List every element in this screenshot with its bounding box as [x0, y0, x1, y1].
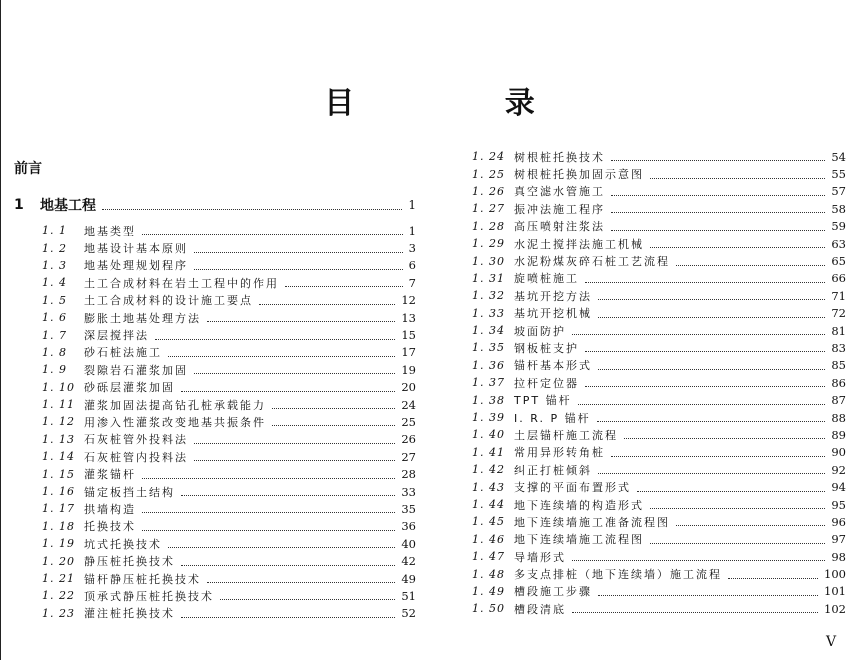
entry-number: 1. 47	[472, 550, 505, 564]
entry-page: 12	[401, 293, 416, 308]
entry-number: 1. 29	[472, 237, 505, 251]
entry-page: 65	[831, 254, 846, 269]
leader-dots	[572, 326, 825, 335]
leader-dots	[585, 274, 825, 283]
toc-entry	[472, 218, 846, 235]
entry-number: 1. 26	[472, 184, 505, 198]
entry-number: 1. 34	[472, 324, 505, 338]
toc-entry	[472, 322, 846, 339]
leader-dots	[285, 278, 403, 287]
toc-entry	[42, 587, 416, 604]
entry-page: 24	[401, 397, 416, 412]
entry-label: 裂隙岩石灌浆加固	[84, 363, 188, 377]
toc-entry	[42, 379, 416, 396]
leader-dots	[181, 557, 395, 566]
entry-label: 地下连续墙的构造形式	[514, 498, 644, 512]
toc-entry	[42, 396, 416, 413]
leader-dots	[611, 152, 825, 161]
leader-dots	[572, 604, 818, 613]
toc-entry	[42, 500, 416, 517]
toc-entry	[42, 518, 416, 535]
entry-page: 51	[401, 588, 416, 603]
entry-page: 97	[831, 532, 846, 547]
toc-entry	[472, 496, 846, 513]
entry-number: 1. 33	[472, 306, 505, 320]
entry-number: 1. 42	[472, 463, 505, 477]
entry-page: 3	[408, 241, 416, 256]
entry-page: 57	[831, 184, 846, 199]
entry-label: 锚定板挡土结构	[84, 485, 175, 499]
entry-page: 1	[408, 223, 416, 238]
leader-dots	[650, 500, 825, 509]
toc-entry	[42, 431, 416, 448]
leader-dots	[676, 257, 825, 266]
leader-dots	[637, 483, 825, 492]
toc-entry	[42, 535, 416, 552]
entry-number: 1. 9	[42, 363, 67, 377]
leader-dots	[207, 313, 395, 322]
entry-page: 87	[831, 393, 846, 408]
entry-page: 81	[831, 323, 846, 338]
entry-page: 36	[401, 519, 416, 534]
chapter-heading	[14, 195, 416, 215]
toc-entry	[42, 570, 416, 587]
entry-label: 树根桩托换加固示意图	[514, 168, 644, 182]
chapter-page: 1	[408, 198, 416, 212]
entry-number: 1. 39	[472, 411, 505, 425]
entry-label: 土工合成材料的设计施工要点	[84, 294, 253, 308]
leader-dots	[578, 396, 826, 405]
toc-entry	[472, 165, 846, 182]
entry-number: 1. 50	[472, 602, 505, 616]
leader-dots	[259, 296, 395, 305]
entry-number: 1. 43	[472, 480, 505, 494]
entry-label: 用渗入性灌浆改变地基共振条件	[84, 415, 266, 429]
entry-page: 96	[831, 514, 846, 529]
entry-label: 砂砾层灌浆加固	[84, 381, 175, 395]
entry-page: 55	[831, 167, 846, 182]
entry-number: 1. 13	[42, 432, 75, 446]
entry-number: 1. 22	[42, 589, 75, 603]
entry-page: 6	[408, 258, 416, 273]
leader-dots	[168, 348, 395, 357]
toc-entry	[42, 292, 416, 309]
entry-label: 支撑的平面布置形式	[514, 481, 631, 495]
entry-label: 砂石桩法施工	[84, 346, 162, 360]
entry-label: 膨胀土地基处理方法	[84, 311, 201, 325]
page-folio: V	[826, 634, 837, 650]
entry-number: 1. 1	[42, 224, 67, 238]
toc-entry	[472, 287, 846, 304]
entry-page: 27	[401, 449, 416, 464]
toc-entry	[472, 357, 846, 374]
toc-entry	[42, 605, 416, 622]
leader-dots	[207, 574, 395, 583]
entry-number: 1. 15	[42, 467, 75, 481]
entry-page: 54	[831, 149, 846, 164]
toc-entry	[472, 513, 846, 530]
leader-dots	[142, 226, 403, 235]
entry-number: 1. 23	[42, 606, 75, 620]
leader-dots	[572, 552, 825, 561]
entry-label: 灌浆加固法提高钻孔桩承载能力	[84, 398, 266, 412]
preface-heading: 前言	[14, 161, 42, 177]
entry-page: 100	[824, 567, 846, 582]
entry-number: 1. 14	[42, 450, 75, 464]
leader-dots	[181, 609, 395, 618]
entry-label: 土层锚杆施工流程	[514, 428, 618, 442]
toc-entry	[42, 552, 416, 569]
toc-entry	[472, 600, 846, 617]
entry-number: 1. 8	[42, 345, 67, 359]
entry-number: 1. 46	[472, 532, 505, 546]
leader-dots	[142, 470, 395, 479]
entry-label: 坑式托换技术	[84, 537, 162, 551]
leader-dots	[102, 200, 402, 210]
toc-entry	[42, 239, 416, 256]
entry-page: 95	[831, 497, 846, 512]
leader-dots	[585, 343, 825, 352]
entry-label: TPT 锚杆	[514, 394, 572, 408]
toc-entry	[42, 448, 416, 465]
entry-label: 地基设计基本原则	[84, 242, 188, 256]
leader-dots	[194, 244, 403, 253]
leader-dots	[194, 435, 395, 444]
entry-label: 基坑开挖方法	[514, 289, 592, 303]
leader-dots	[168, 539, 395, 548]
toc-entry	[472, 461, 846, 478]
entry-page: 13	[401, 310, 416, 325]
entry-label: 高压喷射注浆法	[514, 220, 605, 234]
leader-dots	[598, 587, 818, 596]
entry-number: 1. 27	[472, 202, 505, 216]
entry-number: 1. 20	[42, 554, 75, 568]
toc-entry	[472, 409, 846, 426]
leader-dots	[650, 170, 825, 179]
leader-dots	[624, 430, 825, 439]
entry-label: 土工合成材料在岩土工程中的作用	[84, 276, 279, 290]
entry-number: 1. 5	[42, 293, 67, 307]
leader-dots	[598, 309, 825, 318]
entry-label: 深层搅拌法	[84, 329, 149, 343]
entry-number: 1. 19	[42, 537, 75, 551]
toc-entry	[472, 235, 846, 252]
entry-number: 1. 18	[42, 519, 75, 533]
toc-entry	[42, 309, 416, 326]
entry-page: 49	[401, 571, 416, 586]
toc-entry	[472, 183, 846, 200]
entry-label: 槽段施工步骤	[514, 585, 592, 599]
entry-page: 25	[401, 414, 416, 429]
leader-dots	[611, 204, 825, 213]
entry-label: 旋喷桩施工	[514, 272, 579, 286]
entry-number: 1. 3	[42, 258, 67, 272]
leader-dots	[155, 331, 395, 340]
toc-entry	[472, 565, 846, 582]
entry-page: 83	[831, 340, 846, 355]
toc-entry	[472, 478, 846, 495]
entry-label: 水泥粉煤灰碎石桩工艺流程	[514, 255, 670, 269]
entry-label: 拉杆定位器	[514, 376, 579, 390]
entry-number: 1. 49	[472, 584, 505, 598]
entry-number: 1. 2	[42, 241, 67, 255]
entry-page: 85	[831, 358, 846, 373]
toc-right-column	[472, 148, 846, 618]
toc-entry	[42, 274, 416, 291]
entry-label: 静压桩托换技术	[84, 555, 175, 569]
entry-label: 纠正打桩倾斜	[514, 463, 592, 477]
entry-page: 66	[831, 271, 846, 286]
toc-entry	[42, 465, 416, 482]
entry-page: 42	[401, 554, 416, 569]
entry-number: 1. 21	[42, 572, 75, 585]
entry-label: I. R. P 锚杆	[514, 411, 591, 425]
toc-entry	[472, 270, 846, 287]
entry-label: 地下连续墙施工准备流程图	[514, 515, 670, 529]
entry-page: 63	[831, 236, 846, 251]
entry-number: 1. 10	[42, 380, 75, 394]
entry-page: 26	[401, 432, 416, 447]
entry-label: 钢板桩支护	[514, 341, 579, 355]
entry-number: 1. 17	[42, 502, 75, 516]
leader-dots	[585, 378, 825, 387]
entry-label: 地下连续墙施工流程图	[514, 533, 644, 547]
entry-page: 52	[401, 606, 416, 621]
entry-page: 94	[831, 480, 846, 495]
entry-label: 振冲法施工程序	[514, 202, 605, 216]
entry-label: 基坑开挖机械	[514, 307, 592, 321]
toc-entry	[42, 361, 416, 378]
leader-dots	[650, 239, 825, 248]
entry-page: 101	[824, 584, 846, 599]
entry-page: 17	[401, 345, 416, 360]
entry-number: 1. 35	[472, 341, 505, 355]
entry-page: 33	[401, 484, 416, 499]
leader-dots	[220, 591, 395, 600]
toc-entry	[472, 339, 846, 356]
toc-entry	[42, 483, 416, 500]
entry-number: 1. 6	[42, 311, 67, 325]
leader-dots	[194, 261, 403, 270]
entry-label: 地基类型	[84, 224, 136, 238]
chapter-number: 1	[14, 197, 24, 213]
page-title: 目 录	[324, 86, 605, 121]
entry-number: 1. 12	[42, 415, 75, 429]
leader-dots	[181, 383, 395, 392]
entry-number: 1. 31	[472, 271, 505, 285]
leader-dots	[272, 417, 395, 426]
leader-dots	[611, 448, 825, 457]
leader-dots	[142, 504, 395, 513]
entry-label: 地基处理规划程序	[84, 259, 188, 273]
entry-label: 锚杆静压桩托换技术	[84, 572, 201, 586]
leader-dots	[598, 291, 825, 300]
leader-dots	[611, 222, 825, 231]
entry-page: 102	[824, 601, 846, 616]
toc-entry	[42, 257, 416, 274]
entry-label: 常用异形转角桩	[514, 446, 605, 460]
leader-dots	[142, 522, 395, 531]
entry-page: 40	[401, 536, 416, 551]
entry-page: 20	[401, 380, 416, 395]
entry-page: 58	[831, 201, 846, 216]
entry-label: 石灰桩管外投料法	[84, 433, 188, 447]
entry-page: 59	[831, 219, 846, 234]
entry-label: 灌浆锚杆	[84, 468, 136, 482]
toc-left-column	[42, 222, 416, 622]
toc-entry	[42, 326, 416, 343]
entry-label: 导墙形式	[514, 550, 566, 564]
entry-page: 89	[831, 427, 846, 442]
leader-dots	[598, 361, 825, 370]
entry-label: 水泥土搅拌法施工机械	[514, 237, 644, 251]
entry-number: 1. 32	[472, 289, 505, 303]
entry-page: 86	[831, 375, 846, 390]
entry-number: 1. 24	[472, 150, 505, 164]
chapter-title: 地基工程	[40, 198, 96, 214]
entry-label: 槽段清底	[514, 602, 566, 616]
entry-label: 灌注桩托换技术	[84, 607, 175, 621]
leader-dots	[194, 452, 395, 461]
toc-entry	[472, 200, 846, 217]
entry-page: 15	[401, 328, 416, 343]
leader-dots	[181, 487, 395, 496]
entry-page: 98	[831, 549, 846, 564]
entry-label: 石灰桩管内投料法	[84, 450, 188, 464]
toc-entry	[42, 413, 416, 430]
entry-page: 28	[401, 467, 416, 482]
leader-dots	[598, 465, 825, 474]
entry-label: 真空滤水管施工	[514, 185, 605, 199]
leader-dots	[272, 400, 395, 409]
entry-label: 托换技术	[84, 520, 136, 534]
entry-page: 19	[401, 362, 416, 377]
toc-entry	[472, 531, 846, 548]
leader-dots	[194, 365, 395, 374]
toc-entry	[472, 391, 846, 408]
entry-page: 92	[831, 462, 846, 477]
entry-page: 72	[831, 306, 846, 321]
toc-entry	[42, 222, 416, 239]
toc-entry	[472, 583, 846, 600]
entry-number: 1. 45	[472, 515, 505, 529]
entry-number: 1. 30	[472, 254, 505, 268]
entry-page: 88	[831, 410, 846, 425]
entry-label: 多支点排桩（地下连续墙）施工流程	[514, 568, 722, 582]
entry-number: 1. 16	[42, 485, 75, 499]
toc-entry	[472, 305, 846, 322]
entry-number: 1. 41	[472, 445, 505, 459]
entry-number: 1. 7	[42, 328, 67, 342]
entry-label: 锚杆基本形式	[514, 359, 592, 373]
toc-entry	[472, 444, 846, 461]
toc-entry	[42, 344, 416, 361]
toc-entry	[472, 374, 846, 391]
entry-page: 35	[401, 501, 416, 516]
leader-dots	[676, 517, 825, 526]
entry-number: 1. 44	[472, 498, 505, 511]
leader-dots	[728, 570, 818, 579]
entry-number: 1. 25	[472, 167, 505, 181]
entry-number: 1. 37	[472, 376, 505, 390]
entry-number: 1. 36	[472, 358, 505, 372]
entry-label: 顶承式静压桩托换技术	[84, 589, 214, 603]
entry-number: 1. 4	[42, 276, 67, 290]
leader-dots	[611, 187, 825, 196]
toc-entry	[472, 252, 846, 269]
entry-label: 坡面防护	[514, 324, 566, 338]
toc-entry	[472, 548, 846, 565]
entry-number: 1. 38	[472, 393, 505, 407]
entry-page: 90	[831, 445, 846, 460]
entry-label: 树根桩托换技术	[514, 150, 605, 164]
leader-dots	[597, 413, 826, 422]
toc-entry	[472, 148, 846, 165]
entry-number: 1. 11	[42, 398, 75, 412]
entry-label: 拱墙构造	[84, 502, 136, 516]
toc-entry	[472, 426, 846, 443]
entry-number: 1. 28	[472, 219, 505, 233]
leader-dots	[650, 535, 825, 544]
entry-number: 1. 48	[472, 567, 505, 581]
entry-number: 1. 40	[472, 428, 505, 442]
entry-page: 7	[408, 275, 416, 290]
entry-page: 71	[831, 288, 846, 303]
